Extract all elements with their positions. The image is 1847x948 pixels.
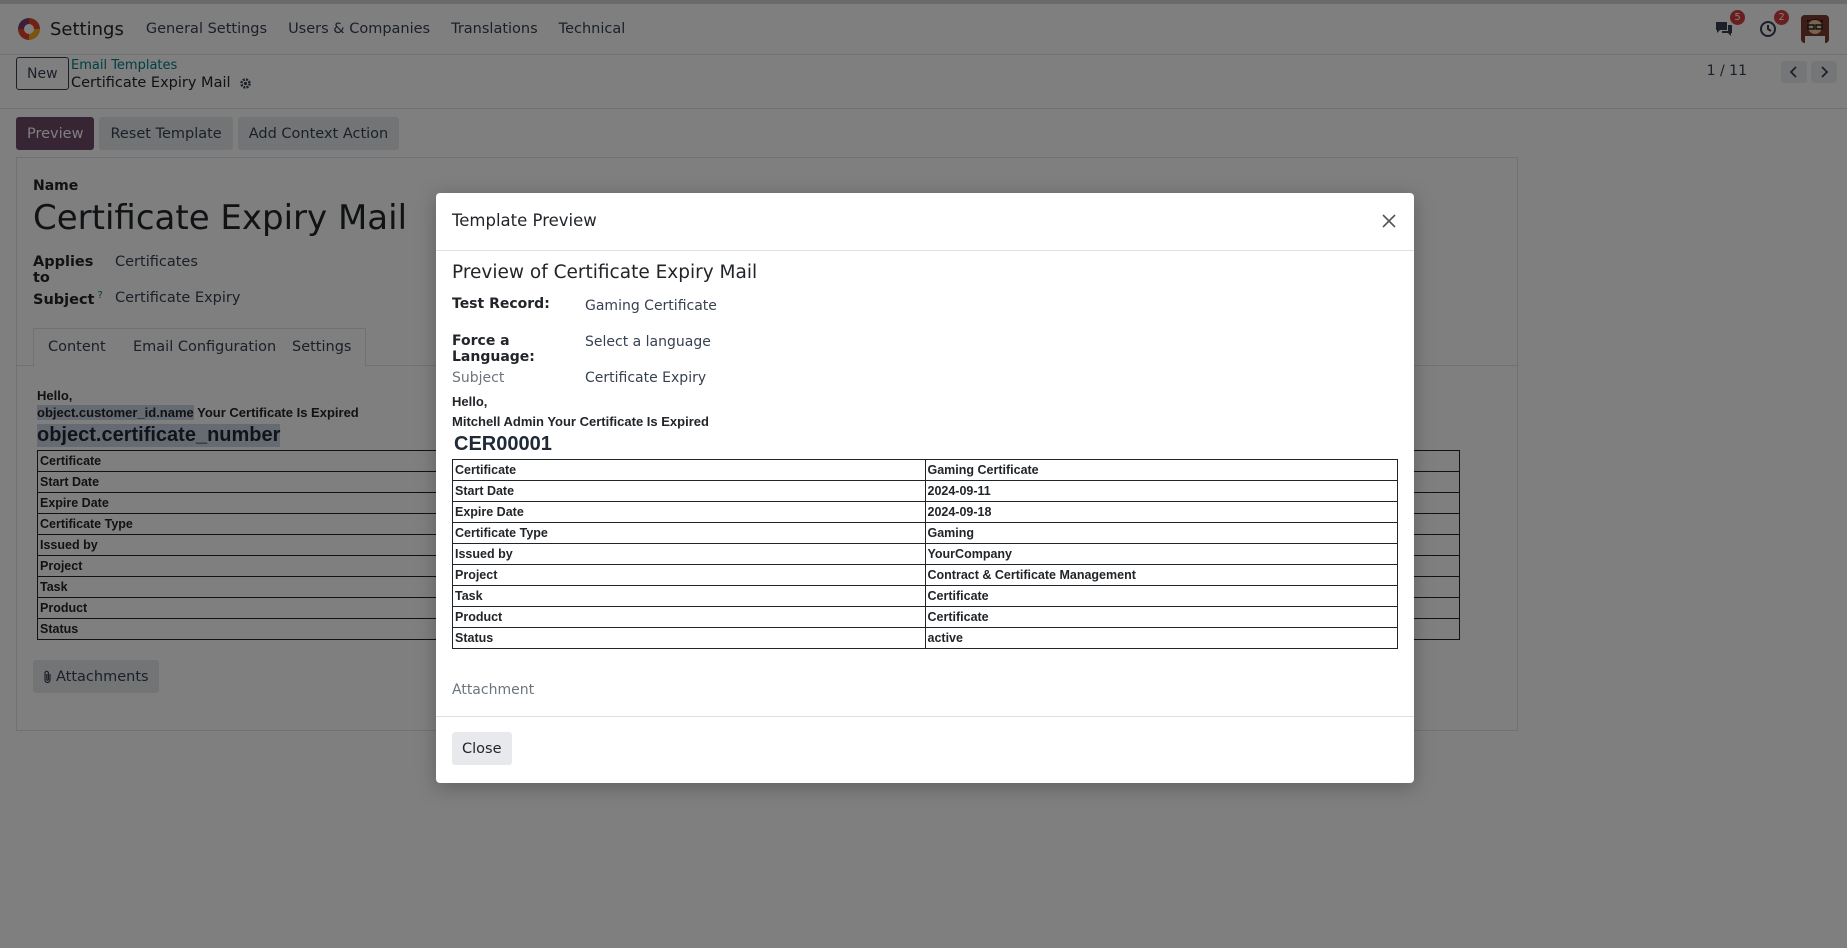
table-cell: Task [453,586,926,607]
table-cell: Project [453,565,926,586]
table-cell: Gaming Certificate [925,460,1398,481]
subject-preview-row [452,370,1052,386]
table-row [453,481,1398,502]
mail-hello: Hello, [452,394,488,409]
table-cell: Contract & Certificate Management [925,565,1398,586]
rendered-mail-body [452,394,1398,649]
dialog-header [436,193,1414,251]
table-cell: 2024-09-11 [925,481,1398,502]
force-language-label: Force a Language: [452,333,535,365]
table-row [453,502,1398,523]
table-cell: Gaming [925,523,1398,544]
table-cell: YourCompany [925,544,1398,565]
dialog-close-button[interactable] [1378,210,1400,232]
table-row [453,586,1398,607]
table-cell: Issued by [453,544,926,565]
mail-certificate-number: CER00001 [454,433,552,455]
table-row [453,607,1398,628]
template-preview-dialog [436,193,1414,783]
table-cell: Certificate [925,607,1398,628]
test-record-field[interactable]: Gaming Certificate [585,298,717,314]
table-row [453,544,1398,565]
subject-preview-label: Subject [452,370,505,386]
table-cell: active [925,628,1398,649]
table-cell: Status [453,628,926,649]
language-select[interactable]: Select a language [585,334,711,350]
dialog-title: Template Preview [452,211,597,230]
attachment-label: Attachment [452,682,535,698]
mail-greeting-line: Mitchell Admin Your Certificate Is Expired [452,414,709,429]
mail-details-table [452,459,1398,649]
subject-preview-value: Certificate Expiry [585,370,707,386]
table-cell: Expire Date [453,502,926,523]
table-cell: Product [453,607,926,628]
preview-heading: Preview of Certificate Expiry Mail [452,262,758,283]
dialog-footer [436,716,1414,783]
table-row [453,565,1398,586]
force-language-row [452,333,1052,365]
close-button[interactable]: Close [452,732,512,765]
table-row [453,460,1398,481]
test-record-row [452,296,1052,314]
table-cell: Certificate [925,586,1398,607]
table-row [453,628,1398,649]
table-cell: Certificate [453,460,926,481]
test-record-label: Test Record: [452,296,550,312]
table-cell: Certificate Type [453,523,926,544]
table-cell: Start Date [453,481,926,502]
table-cell: 2024-09-18 [925,502,1398,523]
table-row [453,523,1398,544]
close-icon [1381,213,1397,229]
